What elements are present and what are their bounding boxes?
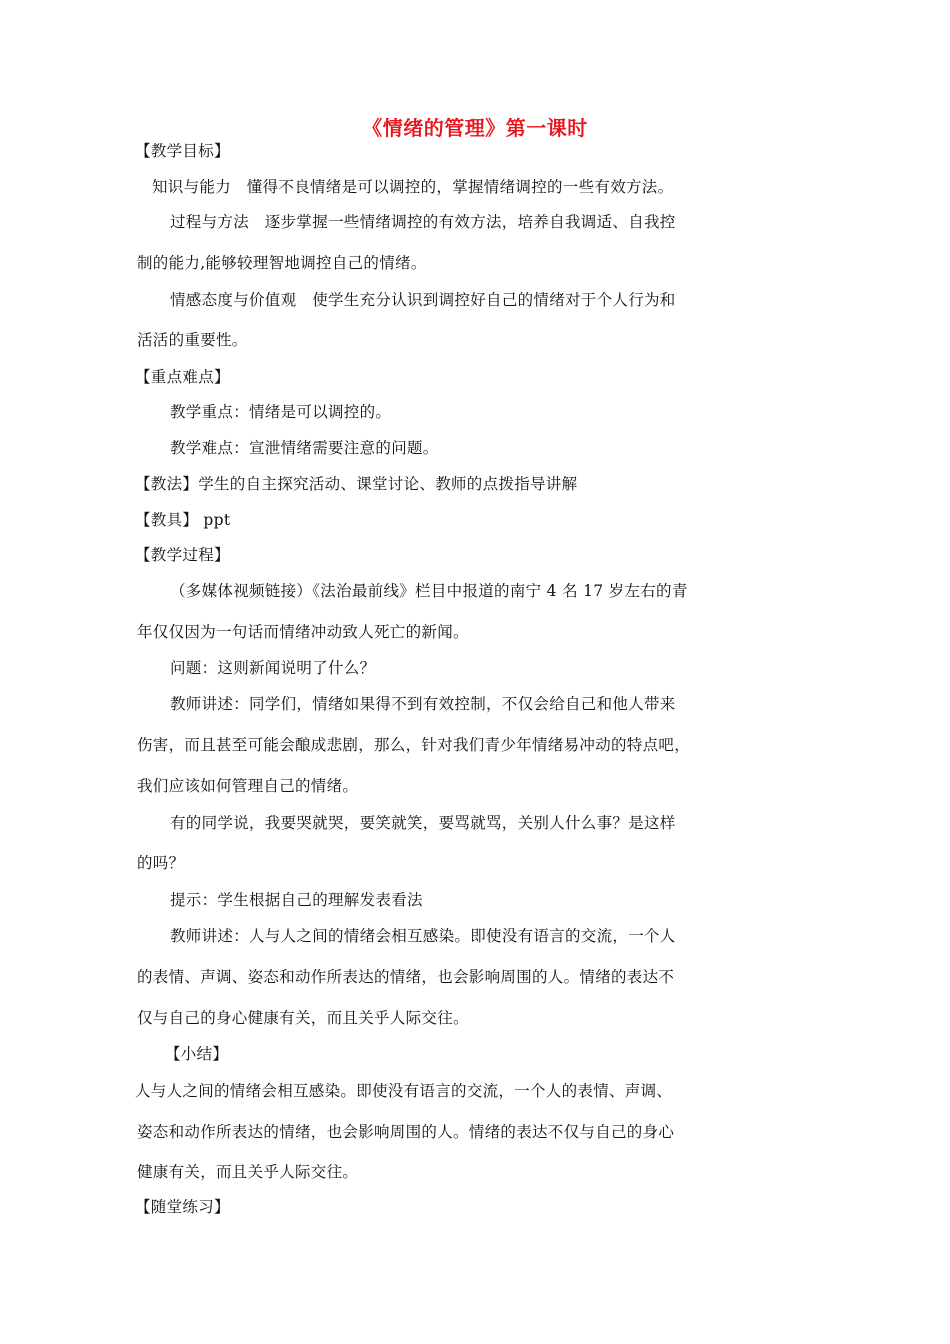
section-heading-key-points: 【重点难点】 [135,368,230,386]
section-heading-objectives: 【教学目标】 [135,142,230,160]
document-title: 《情绪的管理》第一课时 [362,116,588,140]
paragraph-line: 问题：这则新闻说明了什么？ [170,659,376,677]
paragraph-line: 活活的重要性。 [137,331,248,349]
paragraph-line: 有的同学说，我要哭就哭，要笑就笑，要骂就骂，关别人什么事？是这样 [170,814,676,832]
section-heading-practice: 【随堂练习】 [135,1198,230,1216]
paragraph-line: 姿态和动作所表达的情绪，也会影响周围的人。情绪的表达不仅与自己的身心 [137,1123,675,1141]
paragraph-line: 人与人之间的情绪会相互感染。即使没有语言的交流，一个人的表情、声调、 [135,1082,673,1100]
paragraph-line: 教学重点：情绪是可以调控的。 [170,403,392,421]
paragraph-line: 情感态度与价值观 使学生充分认识到调控好自己的情绪对于个人行为和 [170,291,676,309]
paragraph-line: 伤害，而且甚至可能会酿成悲剧，那么，针对我们青少年情绪易冲动的特点吧， [137,736,691,754]
paragraph-line: 的吗？ [137,854,185,872]
paragraph-line: （多媒体视频链接）《法治最前线》栏目中报道的南宁 4 名 17 岁左右的青 [170,582,688,600]
paragraph-line: 制的能力,能够较理智地调控自己的情绪。 [137,254,427,272]
paragraph-line: 知识与能力 懂得不良情绪是可以调控的，掌握情绪调控的一些有效方法。 [152,178,674,196]
paragraph-line: 教学难点：宣泄情绪需要注意的问题。 [170,439,439,457]
section-heading-summary: 【小结】 [165,1045,229,1063]
paragraph-line: 教师讲述：同学们，情绪如果得不到有效控制，不仅会给自己和他人带来 [170,695,676,713]
paragraph-line: 健康有关，而且关乎人际交往。 [137,1163,359,1181]
paragraph-line: 的表情、声调、姿态和动作所表达的情绪，也会影响周围的人。情绪的表达不 [137,968,675,986]
paragraph-line: 提示：学生根据自己的理解发表看法 [170,891,423,909]
paragraph-line: 教师讲述：人与人之间的情绪会相互感染。即使没有语言的交流，一个人 [170,927,676,945]
section-heading-process: 【教学过程】 [135,546,230,564]
section-heading-tools: 【教具】 ppt [135,511,231,529]
paragraph-line: 我们应该如何管理自己的情绪。 [137,777,359,795]
section-heading-methods: 【教法】学生的自主探究活动、课堂讨论、教师的点拨指导讲解 [135,475,578,493]
paragraph-line: 年仅仅因为一句话而情绪冲动致人死亡的新闻。 [137,623,469,641]
paragraph-line: 仅与自己的身心健康有关，而且关乎人际交往。 [137,1009,469,1027]
paragraph-line: 过程与方法 逐步掌握一些情绪调控的有效方法，培养自我调适、自我控 [170,213,676,231]
